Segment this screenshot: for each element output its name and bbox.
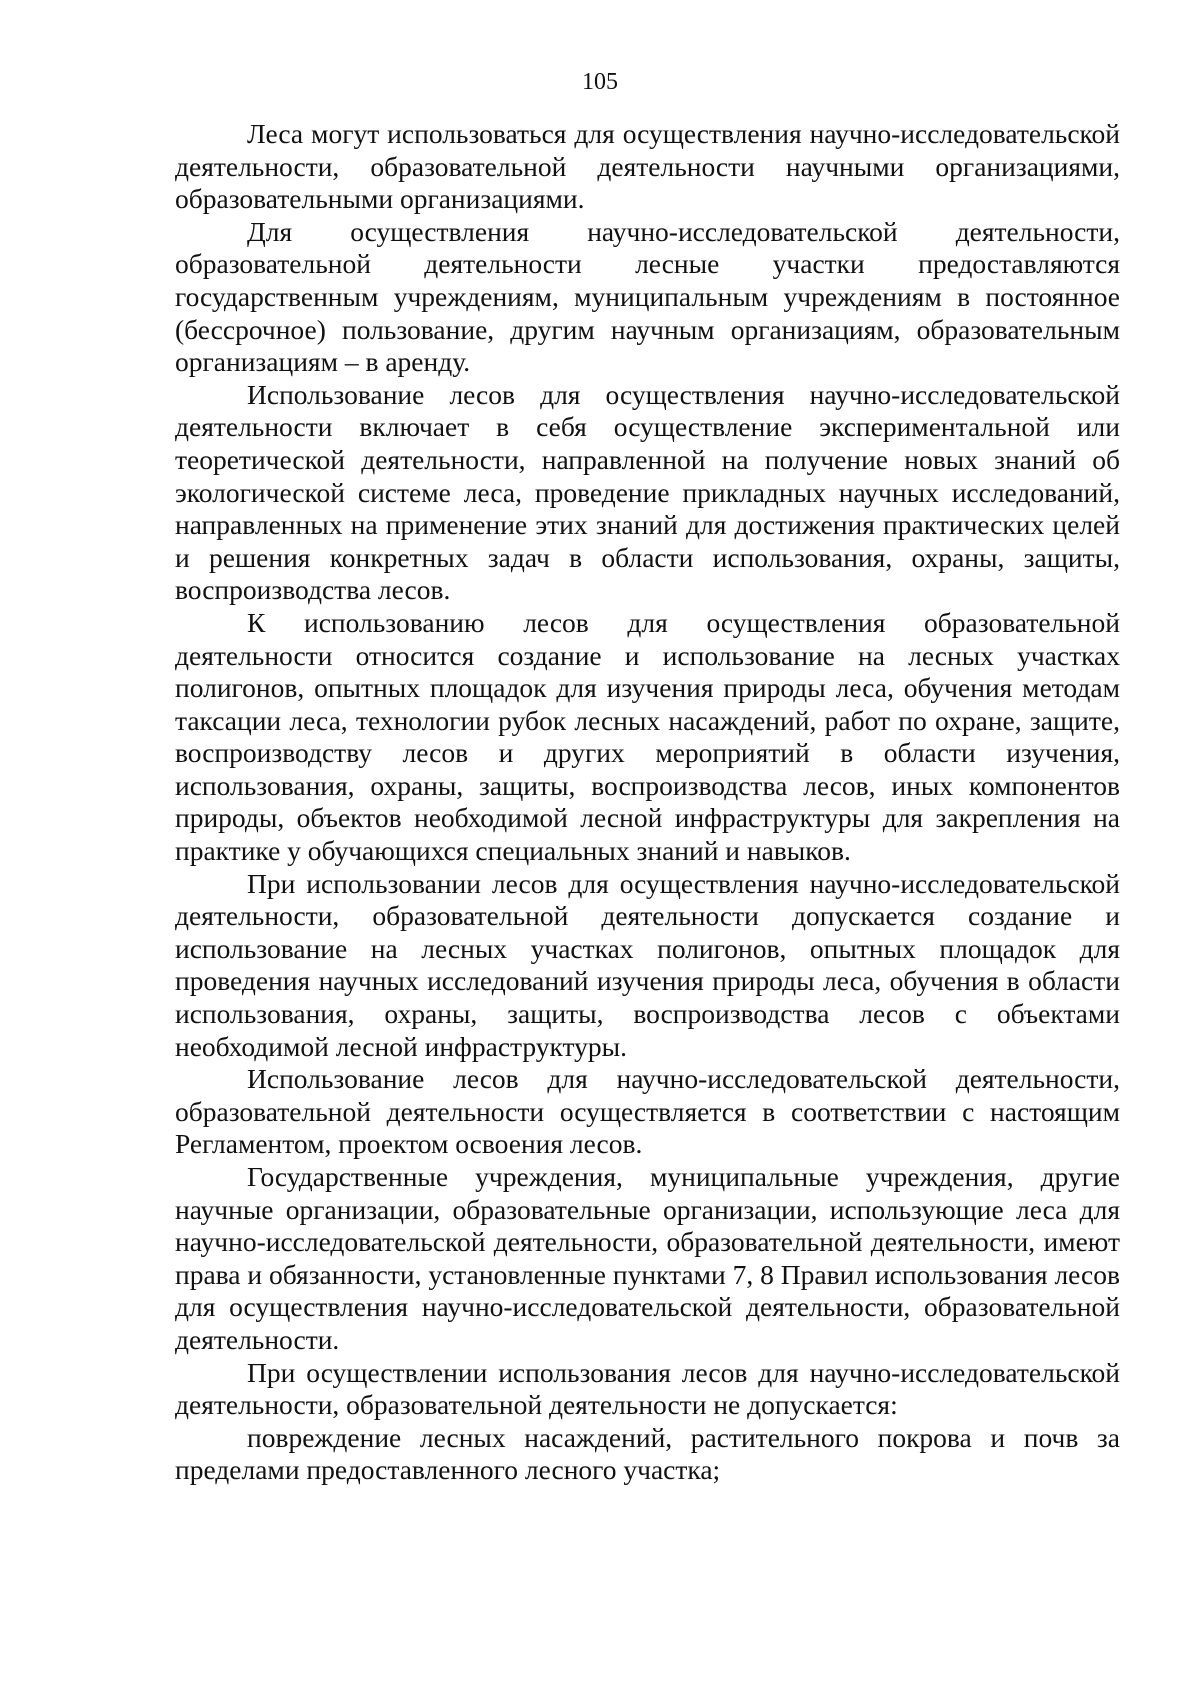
paragraph: Для осуществления научно-исследовательской деятельности, образовательной деятельности лесные участки предоставляются государственным учреждениям, муниципальным учреждениям в постоянное (бессрочное) пользование, другим научным организациям, образовательным организациям – в аренду. bbox=[175, 215, 1120, 378]
paragraph: К использованию лесов для осуществления образовательной деятельности относится создание и использование на лесных участках полигонов, опытных площадок для изучения природы леса, обучения методам таксации леса, технологии рубок лесных насаждений, работ по охране, защите, воспроизводству лесов и других мероприятий в области изучения, использования, охраны, защиты, воспроизводства лесов, иных компонентов природы, объектов необходимой лесной инфраструктуры для закрепления на практике у обучающихся специальных знаний и навыков. bbox=[175, 606, 1120, 867]
paragraph: Леса могут использоваться для осуществления научно-исследовательской деятельности, образовательной деятельности научными организациями, образовательными организациями. bbox=[175, 118, 1120, 215]
paragraph: Использование лесов для научно-исследовательской деятельности, образовательной деятельности осуществляется в соответствии с настоящим Регламентом, проектом освоения лесов. bbox=[175, 1063, 1120, 1160]
page-number: 105 bbox=[582, 69, 618, 95]
document-body bbox=[175, 118, 1120, 1487]
paragraph: Использование лесов для осуществления научно-исследовательской деятельности включает в себя осуществление экспериментальной или теоретической деятельности, направленной на получение новых знаний об экологической системе леса, проведение прикладных научных исследований, направленных на применение этих знаний для достижения практических целей и решения конкретных задач в области использования, охраны, защиты, воспроизводства лесов. bbox=[175, 378, 1120, 606]
paragraph: повреждение лесных насаждений, растительного покрова и почв за пределами предоставленного лесного участка; bbox=[175, 1421, 1120, 1486]
paragraph: При осуществлении использования лесов для научно-исследовательской деятельности, образовательной деятельности не допускается: bbox=[175, 1356, 1120, 1421]
paragraph: Государственные учреждения, муниципальные учреждения, другие научные организации, образовательные организации, использующие леса для научно-исследовательской деятельности, образовательной деятельности, имеют права и обязанности, установленные пунктами 7, 8 Правил использования лесов для осуществления научно-исследовательской деятельности, образовательной деятельности. bbox=[175, 1161, 1120, 1355]
paragraph: При использовании лесов для осуществления научно-исследовательской деятельности, образовательной деятельности допускается создание и использование на лесных участках полигонов, опытных площадок для проведения научных исследований изучения природы леса, обучения в области использования, охраны, защиты, воспроизводства лесов с объектами необходимой лесной инфраструктуры. bbox=[175, 867, 1120, 1062]
